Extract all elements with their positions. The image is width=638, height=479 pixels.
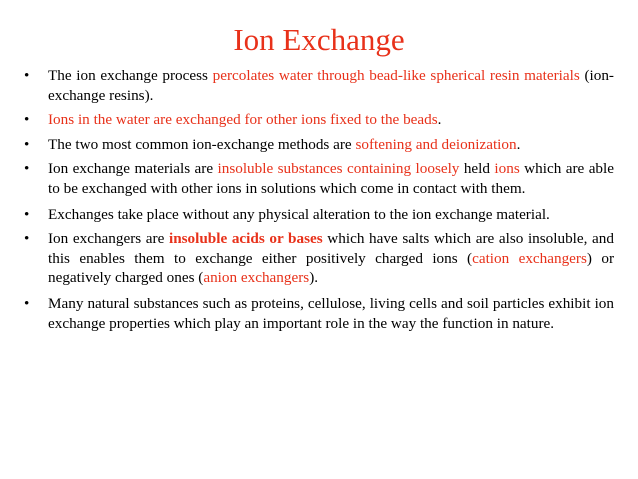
text-run: The two most common ion-exchange methods are: [48, 135, 356, 153]
bullet-item: [24, 159, 614, 198]
bullet-text: [48, 160, 614, 197]
highlighted-text-run: anion exchangers: [203, 269, 310, 287]
bullet-icon: •: [24, 205, 30, 223]
bullet-text: [48, 206, 550, 223]
bullet-icon: •: [24, 111, 30, 129]
text-run: held: [459, 160, 495, 178]
text-run: which have salts which are also insoluble, and this enables them to exchange either positively charged ions (: [48, 230, 614, 267]
bullet-item: [24, 205, 614, 225]
bullet-item: [24, 66, 614, 105]
bullet-icon: •: [24, 67, 30, 84]
bullet-item: [24, 229, 614, 288]
text-run: Ion exchangers are: [48, 230, 169, 248]
text-run: Exchanges take place without any physical alteration to the ion exchange material.: [48, 205, 550, 223]
bullet-icon: •: [24, 230, 30, 248]
bullet-text: [48, 295, 614, 332]
bullet-text: [48, 136, 520, 153]
text-run: .: [437, 111, 442, 129]
text-run: which are able to be exchanged with other ions in solutions which come in contact with them.: [48, 160, 614, 197]
highlighted-text-run: percolates water through bead-like spherical resin materials: [212, 67, 580, 84]
bullet-text: [48, 111, 441, 128]
bullet-item: [24, 294, 614, 333]
bullet-icon: •: [24, 294, 30, 312]
highlighted-text-run: insoluble substances containing loosely: [217, 160, 460, 178]
text-run: ) or negatively charged ones (: [48, 249, 614, 287]
text-run: .: [516, 135, 521, 153]
text-run: ).: [309, 269, 319, 287]
slide-title: Ion Exchange: [233, 22, 405, 57]
bullet-item: [24, 135, 614, 155]
bullet-text: [48, 230, 614, 286]
highlighted-text-run: Ions in the water are exchanged for other ions fixed to the beads: [48, 111, 438, 129]
highlighted-text-run: insoluble acids or bases: [168, 230, 323, 248]
text-run: Many natural substances such as proteins, cellulose, living cells and soil particles exhibit ion exchange properties which play an important role in the way the function in nature.: [48, 294, 614, 332]
bullet-list: [24, 66, 614, 338]
text-run: Ion exchange materials are: [48, 160, 218, 178]
bullet-icon: •: [24, 135, 30, 153]
highlighted-text-run: softening and deionization: [355, 135, 517, 153]
text-run: The ion exchange process: [48, 67, 213, 84]
text-run: (ion-exchange resins).: [48, 67, 614, 104]
bullet-text: [48, 67, 614, 104]
highlighted-text-run: ions: [494, 160, 520, 178]
bullet-item: [24, 110, 614, 130]
highlighted-text-run: cation exchangers: [472, 249, 587, 267]
bullet-icon: •: [24, 160, 30, 178]
